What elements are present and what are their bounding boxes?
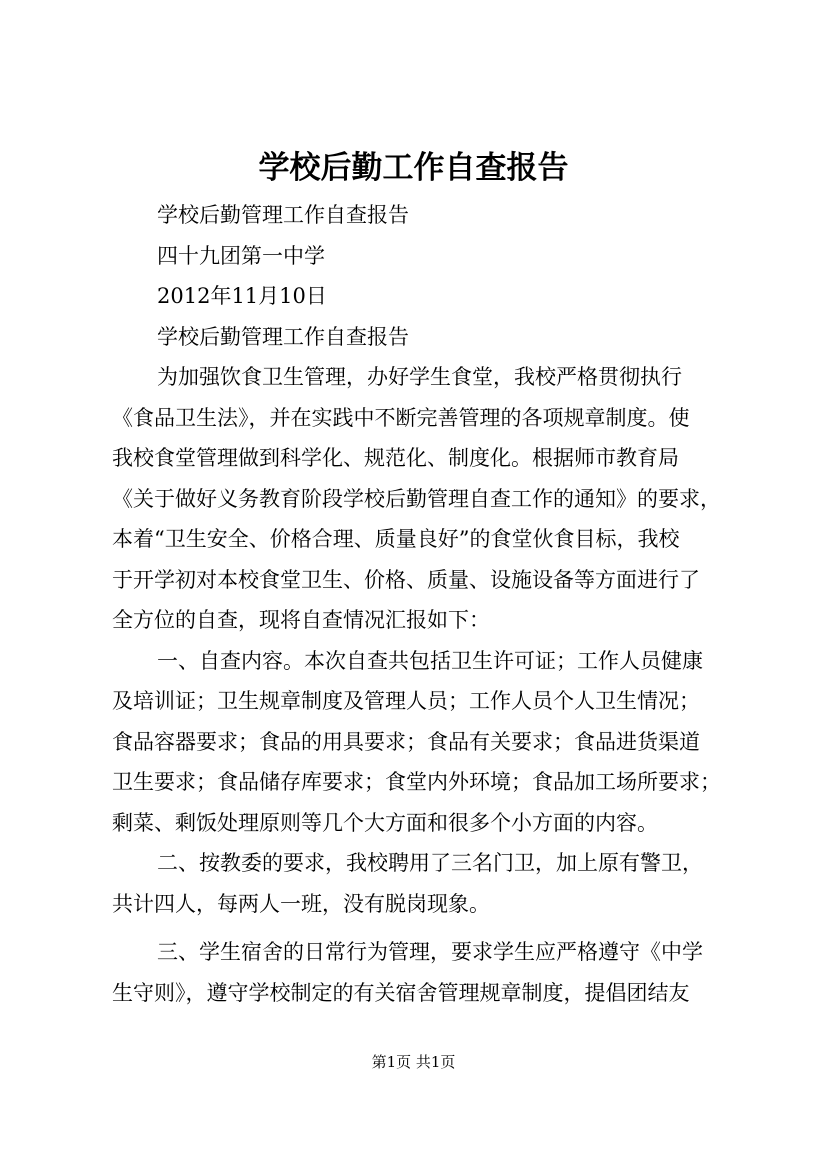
paragraph-line: 一、自查内容。本次自查共包括卫生许可证；工作人员健康 xyxy=(157,648,703,673)
paragraph-line: 三、学生宿舍的日常行为管理，要求学生应严格遵守《中学 xyxy=(157,940,703,964)
paragraph-gap xyxy=(112,924,722,932)
paragraph-line: 共计四人，每两人一班，没有脱岗现象。 xyxy=(112,891,490,916)
paragraph-line: 全方位的自查，现将自查情况汇报如下： xyxy=(112,608,490,632)
paragraph-line: 食品容器要求；食品的用具要求；食品有关要求；食品进货渠道 xyxy=(112,729,700,754)
page-number-footer: 第1页 共1页 xyxy=(371,1053,456,1071)
paragraph-line: 为加强饮食卫生管理，办好学生食堂，我校严格贯彻执行 xyxy=(157,365,682,389)
paragraph-line: 卫生要求；食品储存库要求；食堂内外环境；食品加工场所要求； xyxy=(112,770,721,794)
paragraph-line: 生守则》，遵守学校制定的有关宿舍管理规章制度，提倡团结友 xyxy=(112,980,690,1005)
paragraph-line: 《关于做好义务教育阶段学校后勤管理自查工作的通知》的要求， xyxy=(112,486,721,511)
paragraph-line: 《食品卫生法》，并在实践中不断完善管理的各项规章制度。使 xyxy=(112,405,690,430)
paragraph-line: 及培训证；卫生规章制度及管理人员；工作人员个人卫生情况； xyxy=(112,689,700,713)
subtitle-line: 学校后勤管理工作自查报告 xyxy=(157,203,409,227)
paragraph-line: 我校食堂管理做到科学化、规范化、制度化。根据师市教育局 xyxy=(112,446,679,470)
document-title: 学校后勤工作自查报告 xyxy=(258,150,569,186)
report-heading-line: 学校后勤管理工作自查报告 xyxy=(157,324,409,349)
document-body xyxy=(112,195,722,1013)
date-line: 2012年11月10日 xyxy=(157,284,327,308)
paragraph-line: 本着“卫生安全、价格合理、质量良好”的食堂伙食目标，我校 xyxy=(112,527,680,551)
school-name-line: 四十九团第一中学 xyxy=(157,243,325,268)
paragraph-line: 于开学初对本校食堂卫生、价格、质量、设施设备等方面进行了 xyxy=(112,567,700,592)
paragraph-line: 二、按教委的要求，我校聘用了三名门卫，加上原有警卫， xyxy=(157,851,703,875)
paragraph-line: 剩菜、剩饭处理原则等几个大方面和很多个小方面的内容。 xyxy=(112,810,658,835)
